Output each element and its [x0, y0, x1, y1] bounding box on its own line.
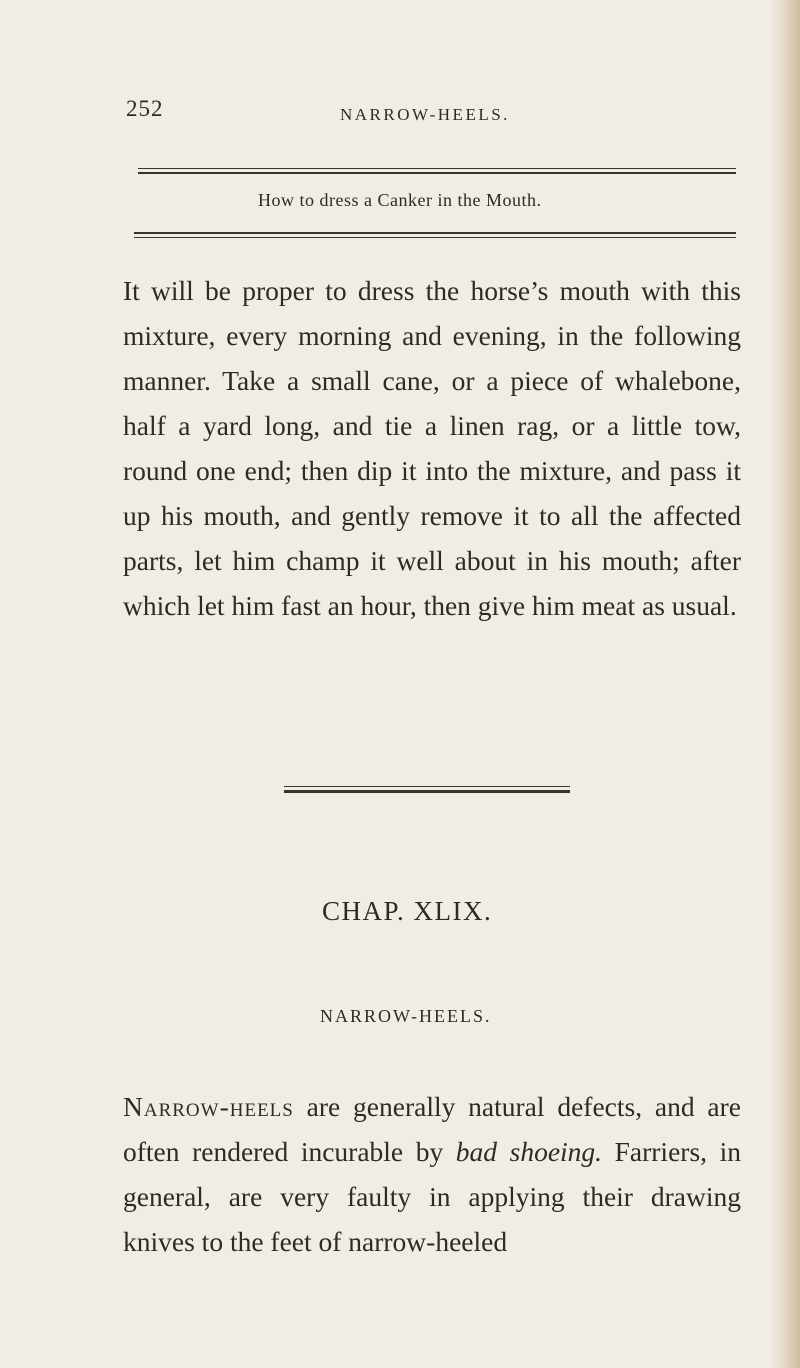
- heading-rule-top-thin: [138, 168, 736, 169]
- page-number: 252: [126, 96, 164, 121]
- heading-rule-bottom-thin: [134, 237, 736, 238]
- running-title: NARROW-HEELS.: [340, 105, 510, 124]
- heading-rule-top-thick: [138, 172, 736, 174]
- chapter-paragraph: [123, 1084, 741, 1264]
- chapter-paragraph-lead: Narrow-heels: [123, 1091, 294, 1122]
- section-heading: How to dress a Canker in the Mouth.: [258, 190, 542, 210]
- chapter-paragraph-end: Farriers, in general, are very faulty in applying their drawing knives to the feet of narrow-heeled: [123, 1136, 741, 1257]
- chapter-subtitle: NARROW-HEELS.: [320, 1006, 492, 1026]
- section-paragraph: It will be proper to dress the horse’s mouth with this mixture, every morning and evening, in the following manner. Take a small cane, or a piece of whalebone, half a yard long, and tie a linen rag, or a little tow, round one end; then dip it into the mixture, and pass it up his mouth, and gently remove it to all the affected parts, let him champ it well about in his mouth; after which let him fast an hour, then give him meat as usual.: [123, 275, 741, 621]
- chapter-title: CHAP. XLIX.: [322, 896, 493, 926]
- chapter-paragraph-start: are generally natural defects, and are often rendered incurable by: [123, 1091, 741, 1167]
- chapter-separator-thick: [284, 790, 570, 793]
- chapter-paragraph-emphasis: bad shoeing.: [455, 1136, 603, 1167]
- heading-rule-bottom-thick: [134, 232, 736, 234]
- page-edge-shadow: [770, 0, 800, 1368]
- chapter-separator-thin: [284, 786, 570, 787]
